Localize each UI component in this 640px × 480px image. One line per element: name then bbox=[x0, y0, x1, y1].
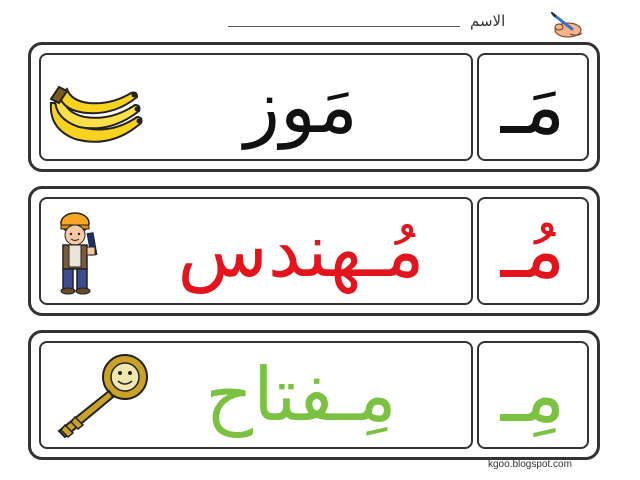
card-key bbox=[28, 330, 600, 460]
card-banana bbox=[28, 42, 600, 172]
letter-text: مَـ bbox=[500, 62, 566, 152]
letter-text: مُـ bbox=[500, 206, 566, 296]
letter-text: مِـ bbox=[500, 350, 566, 440]
word-box bbox=[39, 53, 473, 161]
word-box bbox=[39, 341, 473, 449]
letter-box bbox=[477, 53, 589, 161]
letter-box bbox=[477, 341, 589, 449]
name-line[interactable] bbox=[228, 26, 460, 27]
word-text: مُـهندس bbox=[177, 208, 425, 294]
worksheet-header bbox=[0, 8, 640, 38]
letter-box bbox=[477, 197, 589, 305]
card-engineer bbox=[28, 186, 600, 316]
word-text: مَوز bbox=[244, 64, 358, 150]
word-box bbox=[39, 197, 473, 305]
word-text: مِـفتاح bbox=[205, 352, 397, 438]
footer-site: kgoo.blogspot.com bbox=[488, 459, 572, 470]
pencil-hand-icon bbox=[548, 12, 586, 38]
name-label: الاسم bbox=[470, 12, 506, 30]
